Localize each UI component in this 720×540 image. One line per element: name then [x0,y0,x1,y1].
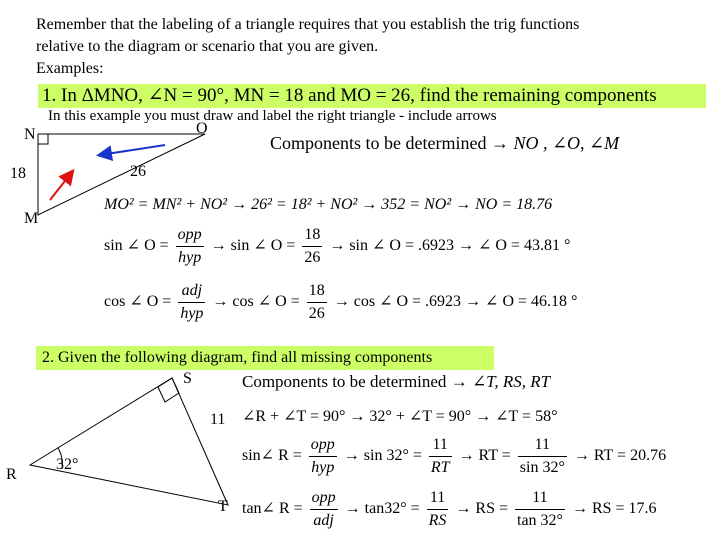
right-angle-marker-n [38,134,48,144]
intro-line-3: Examples: [36,60,104,77]
sin-equation-1 [104,224,570,269]
sin-step-1: → sin ∠ O = [210,237,296,255]
cos-equation-1 [104,280,577,325]
components-label-1: Components to be determined [270,133,487,153]
example-2-question: 2. Given the following diagram, find all missing components [36,346,494,370]
angle-32-label: 32° [56,456,79,473]
red-arrow [50,172,72,200]
components-list-1: → NO , ∠O, ∠M [490,133,620,153]
sin-lhs: sin ∠ O = [104,237,169,255]
tan2-fraction-1: $\frac{\text{opp}}{\text{adj}}$ [311,489,336,529]
sin-fraction-1: $\frac{\text{opp}}{\text{hyp}}$ [177,226,202,266]
example-1-note: In this example you must draw and label the right triangle - include arrows [48,108,497,124]
vertex-m-label: M [24,210,39,227]
components-line-1 [270,133,619,154]
pythagorean-text: MO² = MN² + NO² → 26² = 18² + NO² → 352 = NO² → NO = 18.76 [104,196,553,213]
sin2-step-2: → RT = [458,447,511,465]
vertex-o-label: O [196,120,208,137]
tan2-result: → RS = 17.6 [571,500,657,518]
tan2-fraction-3: $\frac{11}{\tan 32^\circ}$ [517,489,563,529]
sin2-lhs: sin∠ R = [242,447,302,465]
cos-fraction-2: $\frac{18}{26}$ [308,282,325,322]
vertex-s-label: S [183,370,192,387]
components-label-2: Components to be determined [242,372,447,391]
vertex-r-label: R [6,466,17,483]
sin-fraction-2: $\frac{18}{26}$ [304,226,321,266]
sin-step-2: → sin ∠ O = .6923 → ∠ O = 43.81 ° [329,237,571,255]
cos-fraction-1: $\frac{\text{adj}}{\text{hyp}}$ [180,282,204,322]
example-1-question: 1. In ΔMNO, ∠N = 90°, MN = 18 and MO = 26, find the remaining components [38,84,706,108]
side-18-label: 18 [10,165,26,182]
vertex-t-label: T [218,498,228,515]
vertex-n-label: N [24,126,36,143]
tan2-fraction-2: $\frac{11}{RS}$ [428,489,447,529]
pythagorean-equation [104,196,552,214]
components-list-2: → ∠T, RS, RT [450,372,551,391]
sin2-result: → RT = 20.76 [573,447,667,465]
tan2-step-2: → RS = [455,500,508,518]
cos-step-2: → cos ∠ O = .6923 → ∠ O = 46.18 ° [333,293,578,311]
sin2-fraction-2: $\frac{11}{RT}$ [430,436,450,476]
tan2-lhs: tan∠ R = [242,500,303,518]
intro-line-2: relative to the diagram or scenario that you are given. [36,38,379,55]
sin2-step-1: → sin 32° = [343,447,422,465]
cos-step-1: → cos ∠ O = [212,293,300,311]
components-line-2 [242,372,550,392]
tan-equation-2 [242,487,657,532]
side-11-label: 11 [210,411,226,428]
angle-sum-text: ∠R + ∠T = 90° → 32° + ∠T = 90° → ∠T = 58° [242,408,558,425]
blue-arrow [100,145,165,155]
triangle-rst [30,378,228,505]
sin2-fraction-3: $\frac{11}{\sin 32^\circ}$ [519,436,565,476]
right-angle-marker-s [158,378,179,402]
sin2-fraction-1: $\frac{\text{opp}}{\text{hyp}}$ [310,436,335,476]
angle-sum-equation [242,406,557,426]
tan2-step-1: → tan32° = [344,500,420,518]
side-26-label: 26 [130,163,146,180]
intro-line-1: Remember that the labeling of a triangle requires that you establish the trig functions [36,16,580,33]
sin-equation-2 [242,434,666,479]
cos-lhs: cos ∠ O = [104,293,172,311]
